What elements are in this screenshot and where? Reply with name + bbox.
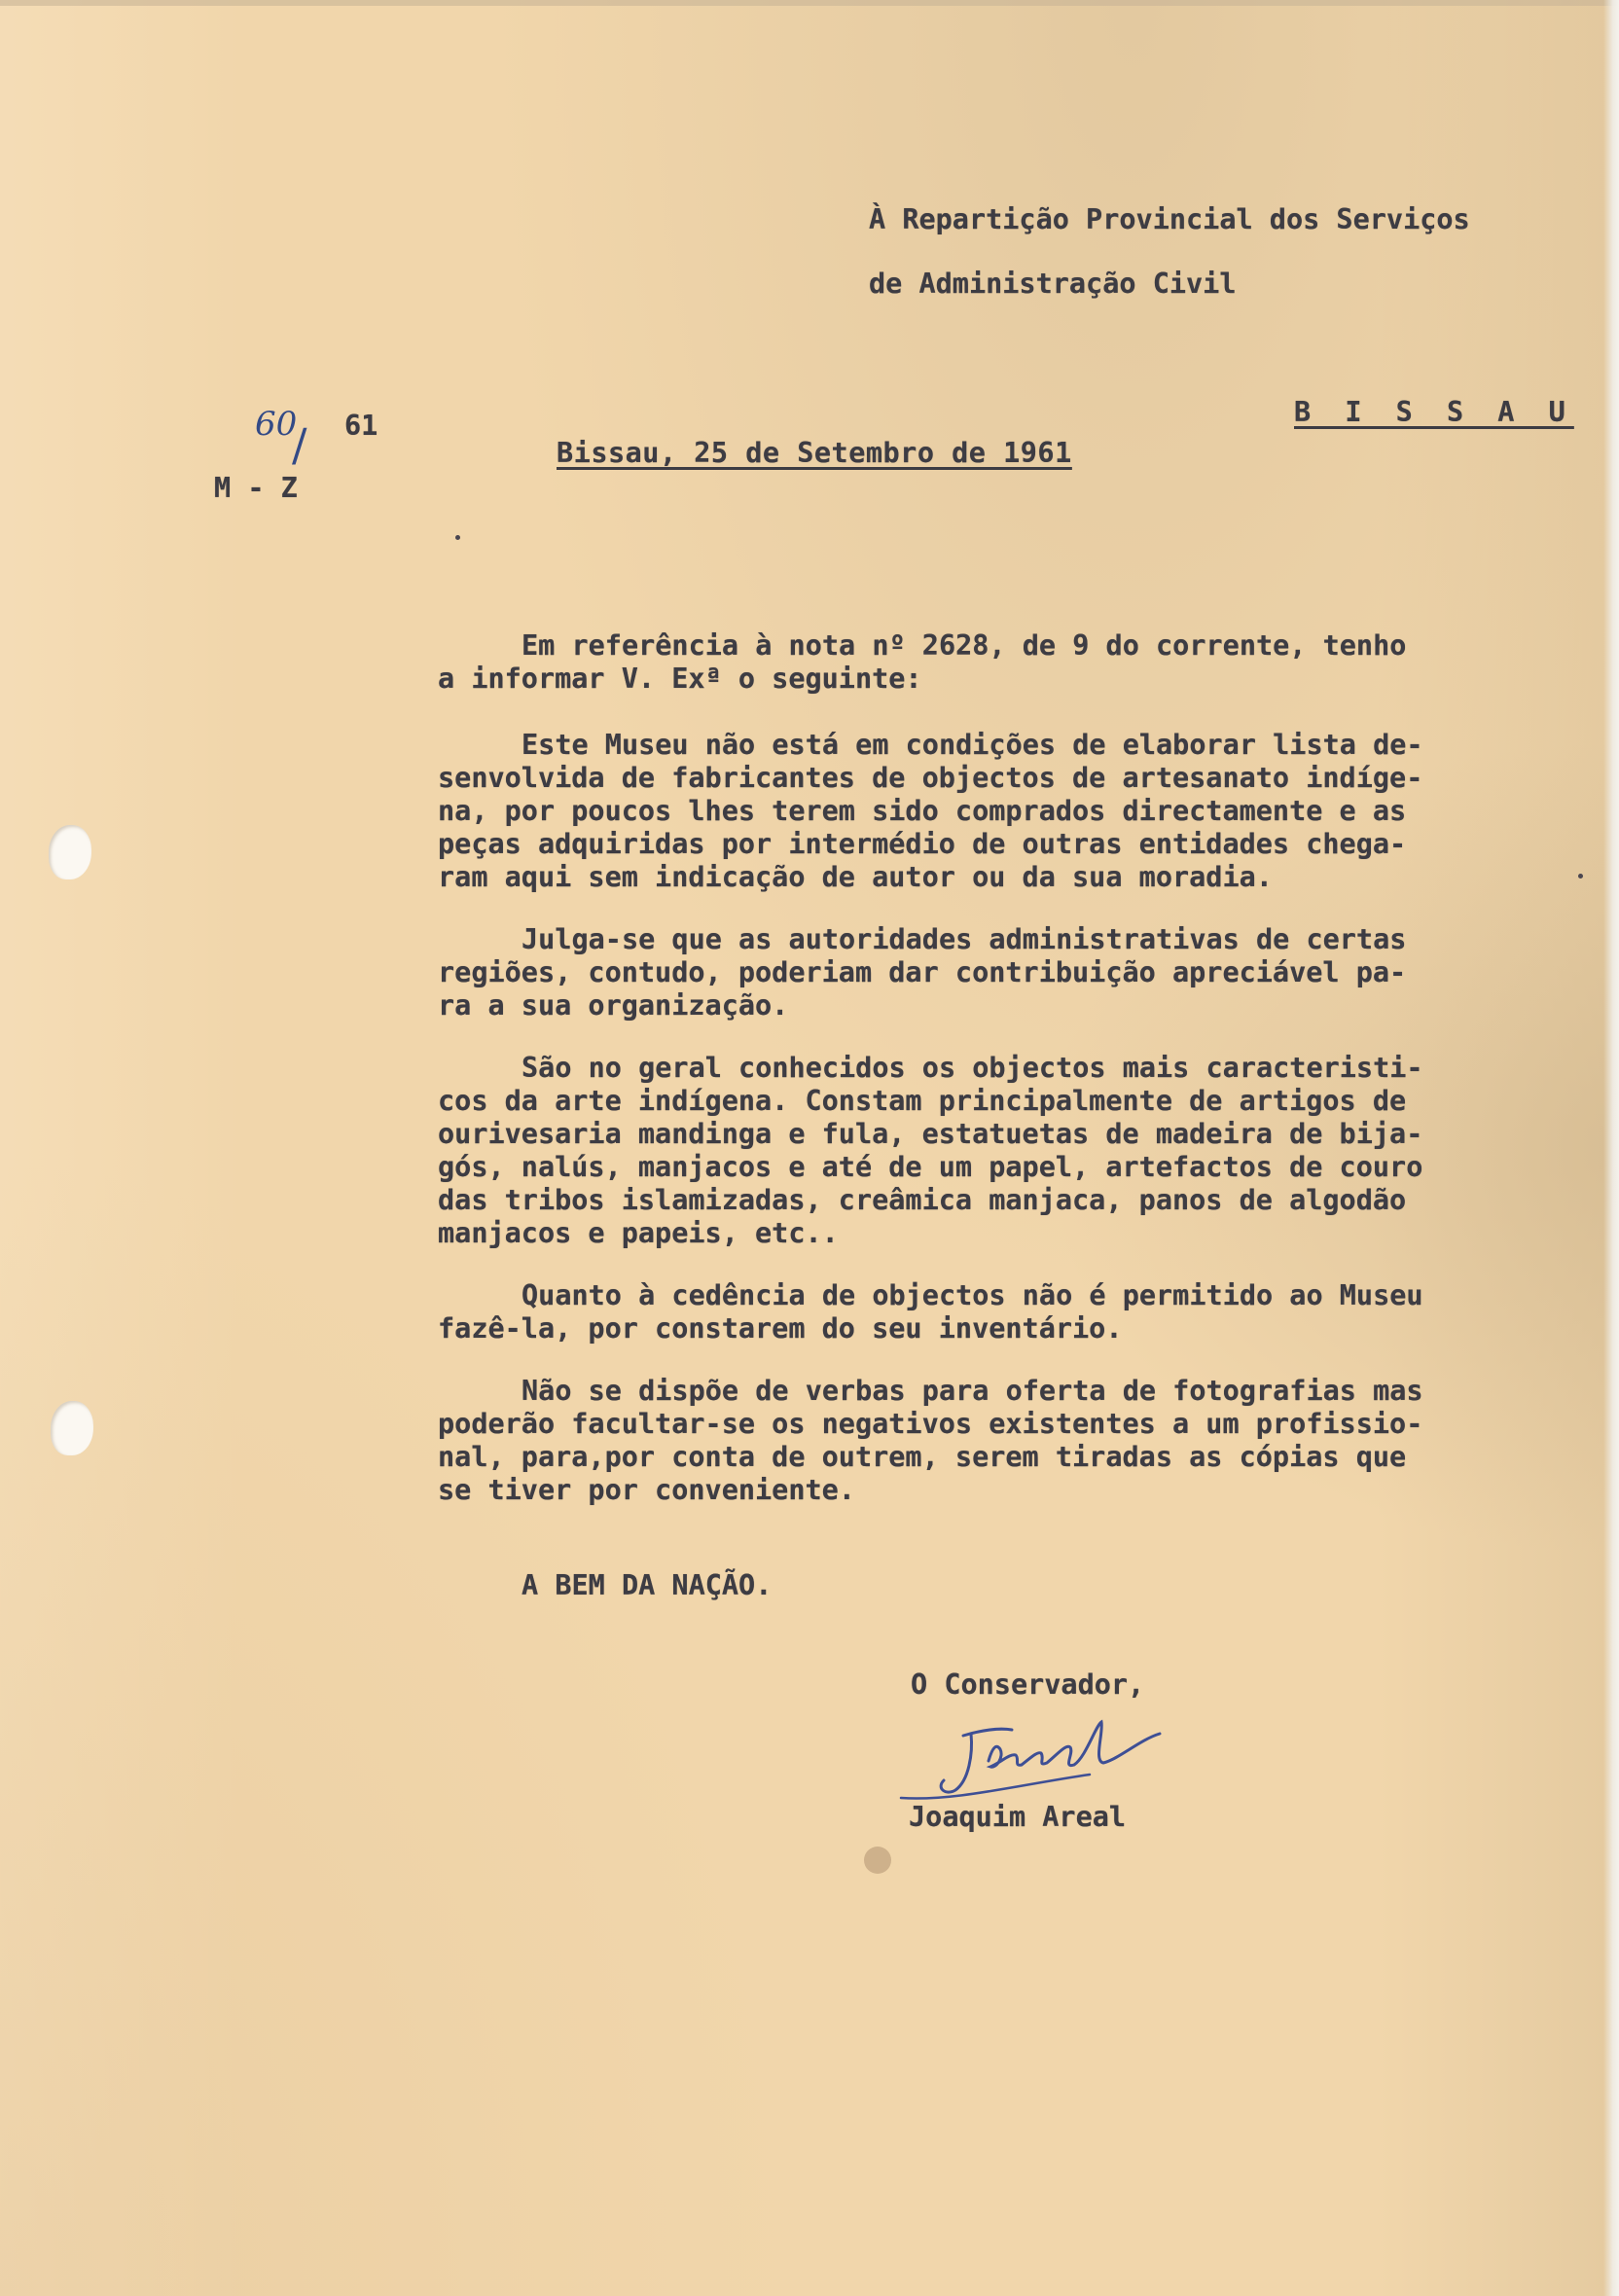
- punch-hole-upper: [49, 825, 91, 879]
- paragraph-2-line: ra a sua organização.: [438, 989, 789, 1022]
- signatory-name: Joaquim Areal: [909, 1801, 1127, 1833]
- reference-code: M - Z: [214, 472, 298, 504]
- intro-line: Em referência à nota nº 2628, de 9 do corrente, tenho: [522, 629, 1407, 662]
- paragraph-5-line: se tiver por conveniente.: [438, 1474, 855, 1506]
- paragraph-3-line: ourivesaria mandinga e fula, estatuetas de madeira de bija-: [438, 1118, 1423, 1150]
- paper-stain: [864, 1847, 891, 1874]
- paragraph-3-line: manjacos e papeis, etc..: [438, 1217, 839, 1249]
- paragraph-4-line: Quanto à cedência de objectos não é permitido ao Museu: [522, 1279, 1423, 1311]
- addressee-line-1: À Repartição Provincial dos Serviços: [869, 203, 1470, 235]
- intro-line: a informar V. Exª o seguinte:: [438, 663, 922, 695]
- punch-hole-lower: [51, 1401, 93, 1455]
- paper-right-edge: [1603, 0, 1619, 2296]
- reference-handwritten-number: 60: [255, 405, 298, 444]
- ink-dot: [1578, 874, 1583, 879]
- date-line: Bissau, 25 de Setembro de 1961: [557, 437, 1072, 469]
- paragraph-1-line: na, por poucos lhes terem sido comprados directamente e as: [438, 795, 1407, 827]
- paragraph-1-line: senvolvida de fabricantes de objectos de artesanato indíge-: [438, 762, 1423, 794]
- paragraph-3-line: São no geral conhecidos os objectos mais caracteristi-: [522, 1052, 1423, 1084]
- paragraph-3-line: cos da arte indígena. Constam principalmente de artigos de: [438, 1085, 1407, 1117]
- reference-year: 61: [344, 410, 378, 442]
- top-edge-shadow: [0, 0, 1619, 6]
- addressee-line-2: de Administração Civil: [869, 268, 1237, 300]
- reference-slash: /: [292, 418, 307, 471]
- paragraph-5-line: nal, para,por conta de outrem, serem tiradas as cópias que: [438, 1441, 1407, 1473]
- paragraph-5-line: Não se dispõe de verbas para oferta de fotografias mas: [522, 1375, 1423, 1407]
- addressee-city: B I S S A U: [1294, 396, 1574, 428]
- paragraph-3-line: das tribos islamizadas, creâmica manjaca, panos de algodão: [438, 1184, 1407, 1216]
- paragraph-2-line: Julga-se que as autoridades administrativas de certas: [522, 923, 1407, 955]
- addressee-block: [869, 203, 1470, 317]
- paragraph-1-line: peças adquiridas por intermédio de outras entidades chega-: [438, 828, 1407, 860]
- paragraph-1-line: Este Museu não está em condições de elaborar lista de-: [522, 729, 1423, 761]
- signoff-title: O Conservador,: [911, 1668, 1145, 1701]
- handwritten-signature: [895, 1704, 1206, 1812]
- paragraph-5-line: poderão facultar-se os negativos existentes a um profissio-: [438, 1408, 1423, 1440]
- paragraph-2-line: regiões, contudo, poderiam dar contribuição apreciável pa-: [438, 956, 1407, 988]
- paragraph-4-line: fazê-la, por constarem do seu inventário.: [438, 1312, 1123, 1345]
- closing-salutation: A BEM DA NAÇÃO.: [522, 1569, 773, 1601]
- paragraph-1-line: ram aqui sem indicação de autor ou da sua moradia.: [438, 861, 1273, 893]
- paragraph-3-line: gós, nalús, manjacos e até de um papel, artefactos de couro: [438, 1151, 1423, 1183]
